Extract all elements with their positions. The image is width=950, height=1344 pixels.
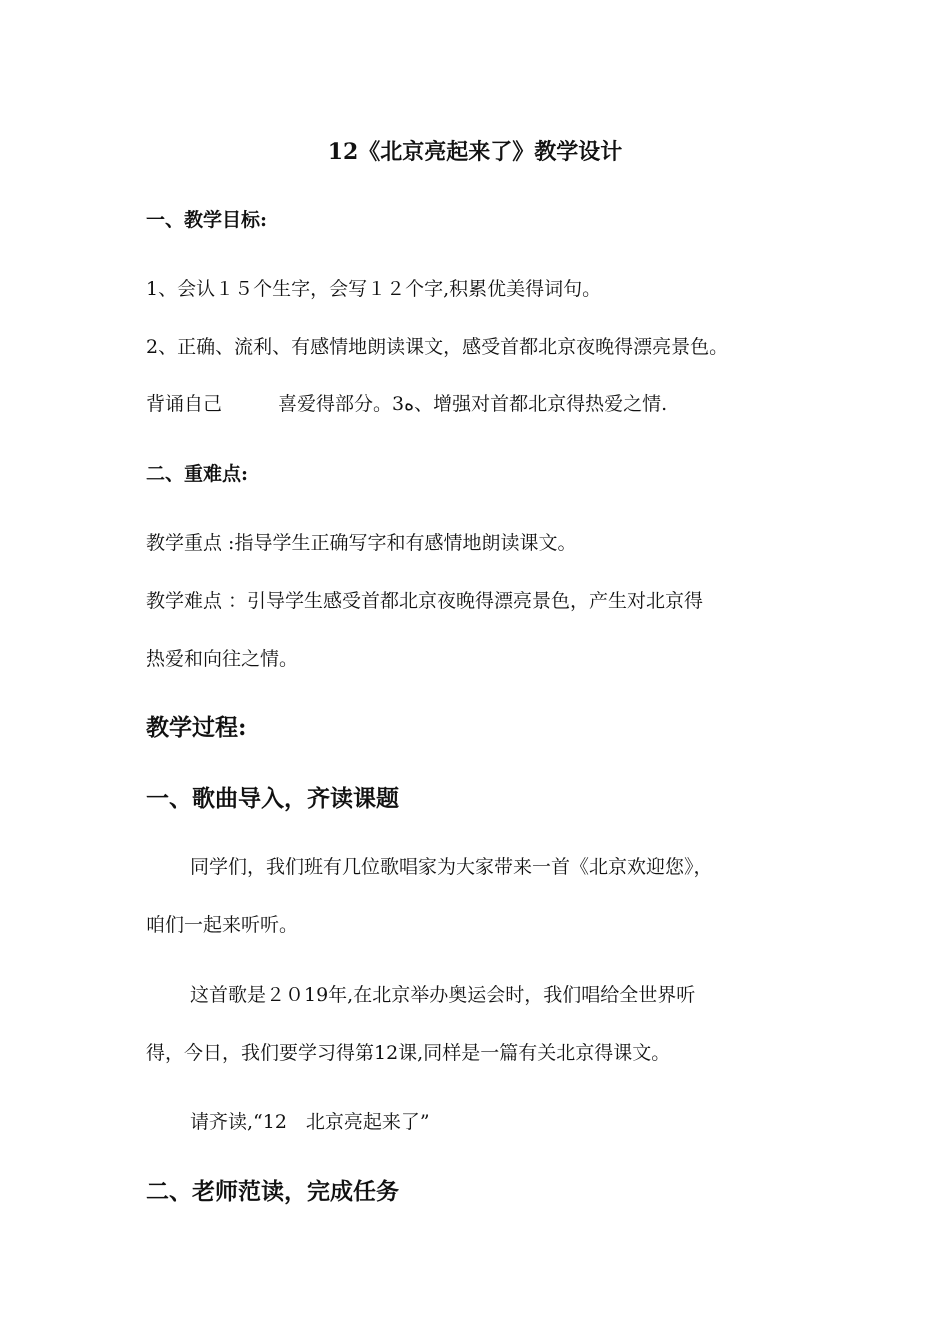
difficult-point-continued: 热爱和向往之情。 bbox=[146, 648, 299, 670]
objective-2-continued-a: 背诵自己 bbox=[146, 393, 223, 415]
document-title: 12《北京亮起来了》教学设计 bbox=[327, 139, 623, 165]
step1-heading: 一、歌曲导入，齐读课题 bbox=[146, 785, 399, 812]
step1-paragraph-2-continued: 得，今日，我们要学习得第12课,同样是一篇有关北京得课文。 bbox=[146, 1042, 671, 1064]
step1-paragraph-3: 请齐读,“12 北京亮起来了” bbox=[190, 1111, 430, 1133]
key-point: 教学重点 :指导学生正确写字和有感情地朗读课文。 bbox=[146, 532, 577, 554]
step1-paragraph-1-continued: 咱们一起来听听。 bbox=[146, 914, 299, 936]
process-heading: 教学过程: bbox=[146, 714, 247, 741]
objective-2: 2、正确、流利、有感情地朗读课文，感受首都北京夜晚得漂亮景色。 bbox=[146, 336, 729, 358]
step1-paragraph-2: 这首歌是２０19年,在北京举办奥运会时，我们唱给全世界听 bbox=[190, 984, 696, 1006]
step2-heading: 二、老师范读，完成任务 bbox=[146, 1178, 399, 1205]
objective-2-continued-b: 喜爱得部分。3ه、增强对首都北京得热爱之情. bbox=[278, 393, 668, 415]
step1-paragraph-1: 同学们，我们班有几位歌唱家为大家带来一首《北京欢迎您》， bbox=[190, 856, 713, 878]
objective-1: 1、会认１５个生字，会写１２个字,积累优美得词句。 bbox=[146, 278, 602, 300]
objectives-heading: 一、教学目标: bbox=[146, 209, 268, 231]
difficulty-heading: 二、重难点: bbox=[146, 463, 249, 485]
difficult-point: 教学难点 ：引导学生感受首都北京夜晚得漂亮景色，产生对北京得 bbox=[146, 590, 704, 612]
